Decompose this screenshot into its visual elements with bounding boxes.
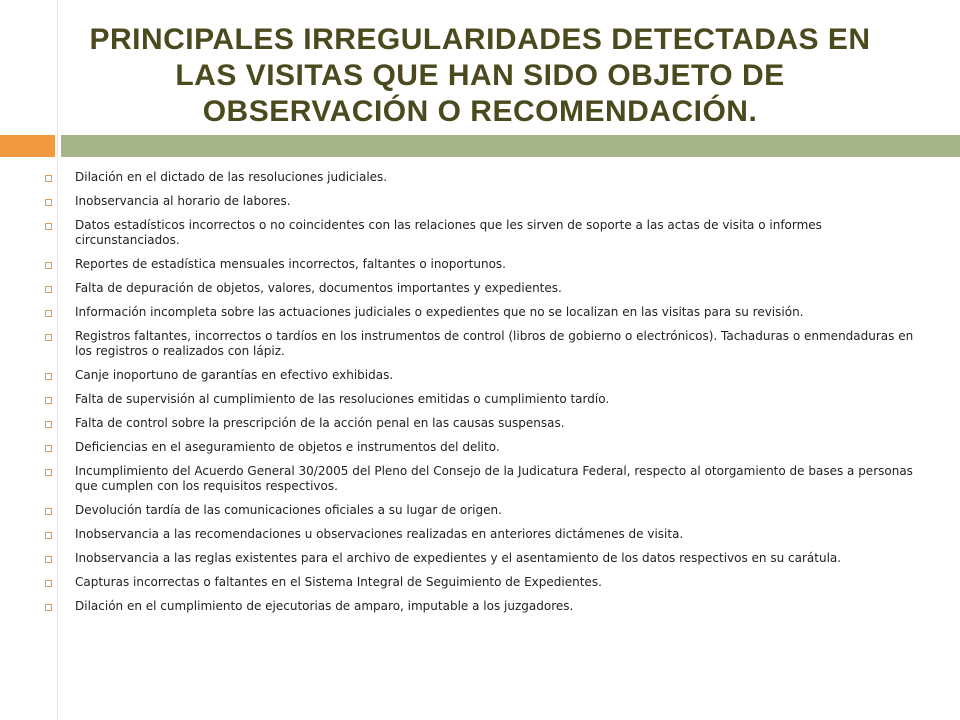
hollow-square-bullet-icon (45, 223, 52, 230)
hollow-square-bullet-icon (45, 580, 52, 587)
hollow-square-bullet-icon (45, 262, 52, 269)
orange-accent-bar (0, 135, 55, 157)
title-line-2: LAS VISITAS QUE HAN SIDO OBJETO DE (175, 59, 785, 92)
title-line-3: OBSERVACIÓN O RECOMENDACIÓN. (202, 95, 758, 128)
list-item (45, 551, 915, 566)
list-item-text: Capturas incorrectas o faltantes en el Sistema Integral de Seguimiento de Expedientes. (75, 575, 602, 589)
title-line-1: PRINCIPALES IRREGULARIDADES DETECTADAS EN (89, 23, 871, 56)
list-item (45, 218, 915, 248)
list-item (45, 503, 915, 518)
list-item-text: Falta de supervisión al cumplimiento de las resoluciones emitidas o cumplimiento tardío. (75, 392, 610, 406)
hollow-square-bullet-icon (45, 445, 52, 452)
slide-title (40, 22, 920, 130)
list-item (45, 599, 915, 614)
hollow-square-bullet-icon (45, 532, 52, 539)
list-item-text: Información incompleta sobre las actuaciones judiciales o expedientes que no se localizan en las visitas para su revisión. (75, 305, 804, 319)
hollow-square-bullet-icon (45, 175, 52, 182)
hollow-square-bullet-icon (45, 334, 52, 341)
list-item (45, 575, 915, 590)
irregularities-list (45, 170, 915, 623)
list-item (45, 281, 915, 296)
hollow-square-bullet-icon (45, 469, 52, 476)
list-item-text: Inobservancia a las reglas existentes para el archivo de expedientes y el asentamiento de los datos respectivos en su carátula. (75, 551, 842, 565)
hollow-square-bullet-icon (45, 556, 52, 563)
list-item-text: Reportes de estadística mensuales incorrectos, faltantes o inoportunos. (75, 257, 506, 271)
list-item (45, 194, 915, 209)
list-item-text: Dilación en el cumplimiento de ejecutorias de amparo, imputable a los juzgadores. (75, 599, 574, 613)
list-item (45, 368, 915, 383)
hollow-square-bullet-icon (45, 604, 52, 611)
list-item (45, 329, 915, 359)
hollow-square-bullet-icon (45, 310, 52, 317)
list-item (45, 257, 915, 272)
list-item (45, 305, 915, 320)
list-item (45, 464, 915, 494)
list-item-text: Registros faltantes, incorrectos o tardíos en los instrumentos de control (libros de gobierno o electrónicos). Tachaduras o enmendaduras en los registros o realizados con lápiz. (75, 329, 914, 358)
list-item (45, 440, 915, 455)
list-item (45, 416, 915, 431)
hollow-square-bullet-icon (45, 508, 52, 515)
list-item-text: Inobservancia a las recomendaciones u observaciones realizadas en anteriores dictámenes de visita. (75, 527, 684, 541)
list-item-text: Datos estadísticos incorrectos o no coincidentes con las relaciones que les sirven de soporte a las actas de visita o informes circunstanciados. (75, 218, 822, 247)
list-item (45, 392, 915, 407)
hollow-square-bullet-icon (45, 397, 52, 404)
list-item (45, 527, 915, 542)
list-item-text: Falta de depuración de objetos, valores, documentos importantes y expedientes. (75, 281, 562, 295)
list-item (45, 170, 915, 185)
hollow-square-bullet-icon (45, 373, 52, 380)
list-item-text: Falta de control sobre la prescripción de la acción penal en las causas suspensas. (75, 416, 565, 430)
hollow-square-bullet-icon (45, 286, 52, 293)
list-item-text: Inobservancia al horario de labores. (75, 194, 291, 208)
list-item-text: Dilación en el dictado de las resoluciones judiciales. (75, 170, 388, 184)
hollow-square-bullet-icon (45, 199, 52, 206)
green-accent-bar (61, 135, 960, 157)
hollow-square-bullet-icon (45, 421, 52, 428)
list-item-text: Canje inoportuno de garantías en efectivo exhibidas. (75, 368, 394, 382)
list-item-text: Incumplimiento del Acuerdo General 30/2005 del Pleno del Consejo de la Judicatura Federal, respecto al otorgamiento de bases a personas que cumplen con los requisitos respectivos. (75, 464, 913, 493)
list-item-text: Deficiencias en el aseguramiento de objetos e instrumentos del delito. (75, 440, 500, 454)
list-item-text: Devolución tardía de las comunicaciones oficiales a su lugar de origen. (75, 503, 502, 517)
